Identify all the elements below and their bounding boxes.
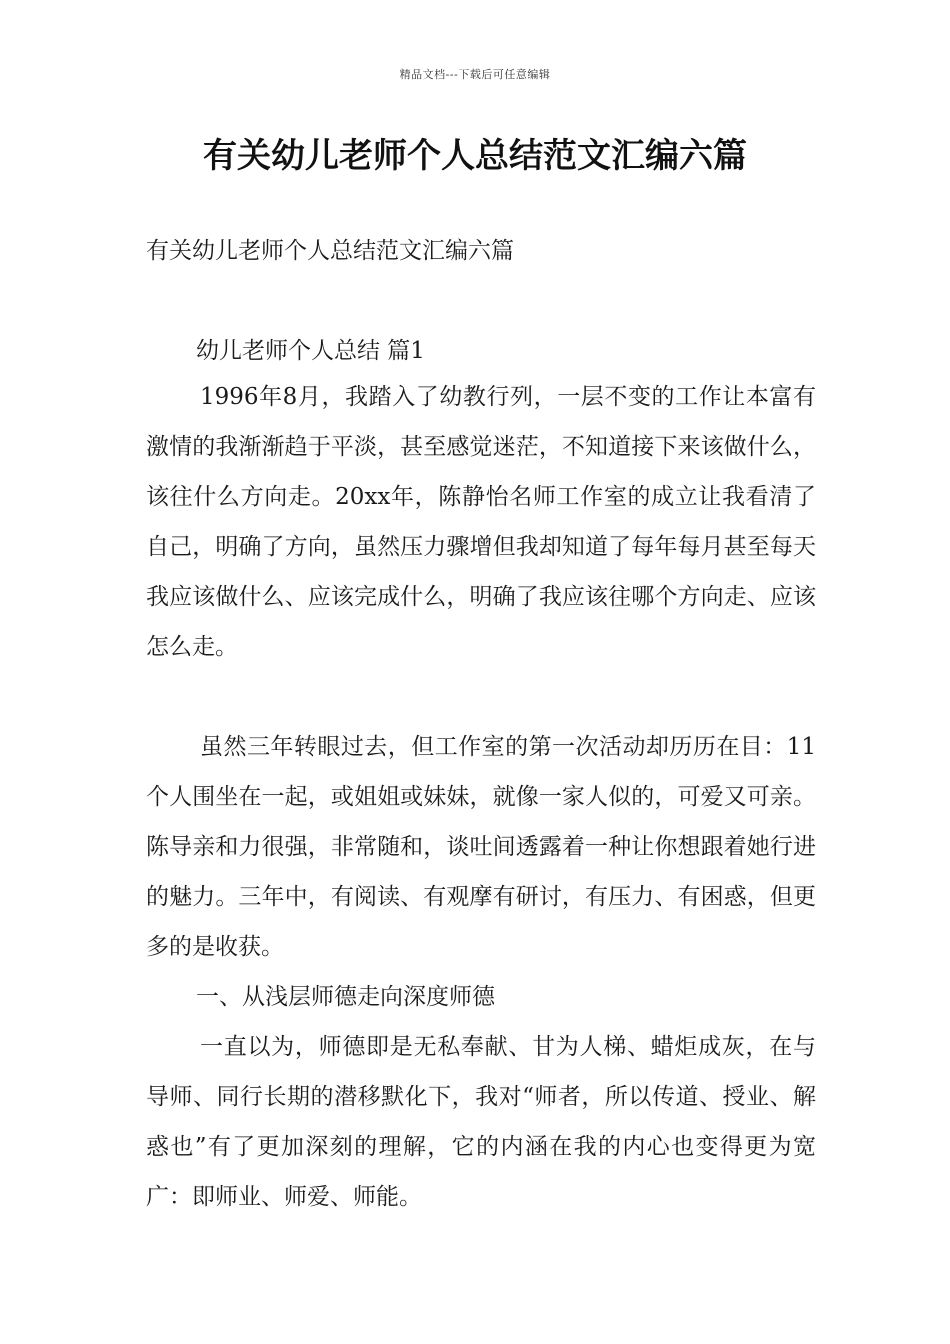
document-subtitle: 有关幼儿老师个人总结范文汇编六篇: [146, 238, 514, 264]
document-title: 有关幼儿老师个人总结范文汇编六篇: [203, 136, 747, 176]
paragraph-3: 一直以为，师德即是无私奉献、甘为人梯、蜡炬成灰，在与导师、同行长期的潜移默化下，我对“师者，所以传道、授业、解惑也”有了更加深刻的理解，它的内涵在我的内心也变得更为宽广：即师业、师爱、师能。: [146, 1034, 816, 1210]
sub-heading-1: 一、从浅层师德走向深度师德: [196, 984, 495, 1010]
piece-1-heading: 幼儿老师个人总结 篇1: [196, 338, 425, 364]
paragraph-2: 虽然三年转眼过去，但工作室的第一次活动却历历在目：11个人围坐在一起，或姐姐或妹妹，就像一家人似的，可爱又可亲。陈导亲和力很强，非常随和，谈吐间透露着一种让你想跟着她行进的魅力。三年中，有阅读、有观摩有研讨，有压力、有困惑，但更多的是收获。: [146, 734, 816, 960]
header-note: 精品文档---下载后可任意编辑: [399, 68, 551, 81]
paragraph-1: 1996年8月，我踏入了幼教行列，一层不变的工作让本富有激情的我渐渐趋于平淡，甚至感觉迷茫，不知道接下来该做什么，该往什么方向走。20xx年，陈静怡名师工作室的成立让我看清了自己，明确了方向，虽然压力骤增但我却知道了每年每月甚至每天我应该做什么、应该完成什么，明确了我应该往哪个方向走、应该怎么走。: [146, 384, 816, 660]
